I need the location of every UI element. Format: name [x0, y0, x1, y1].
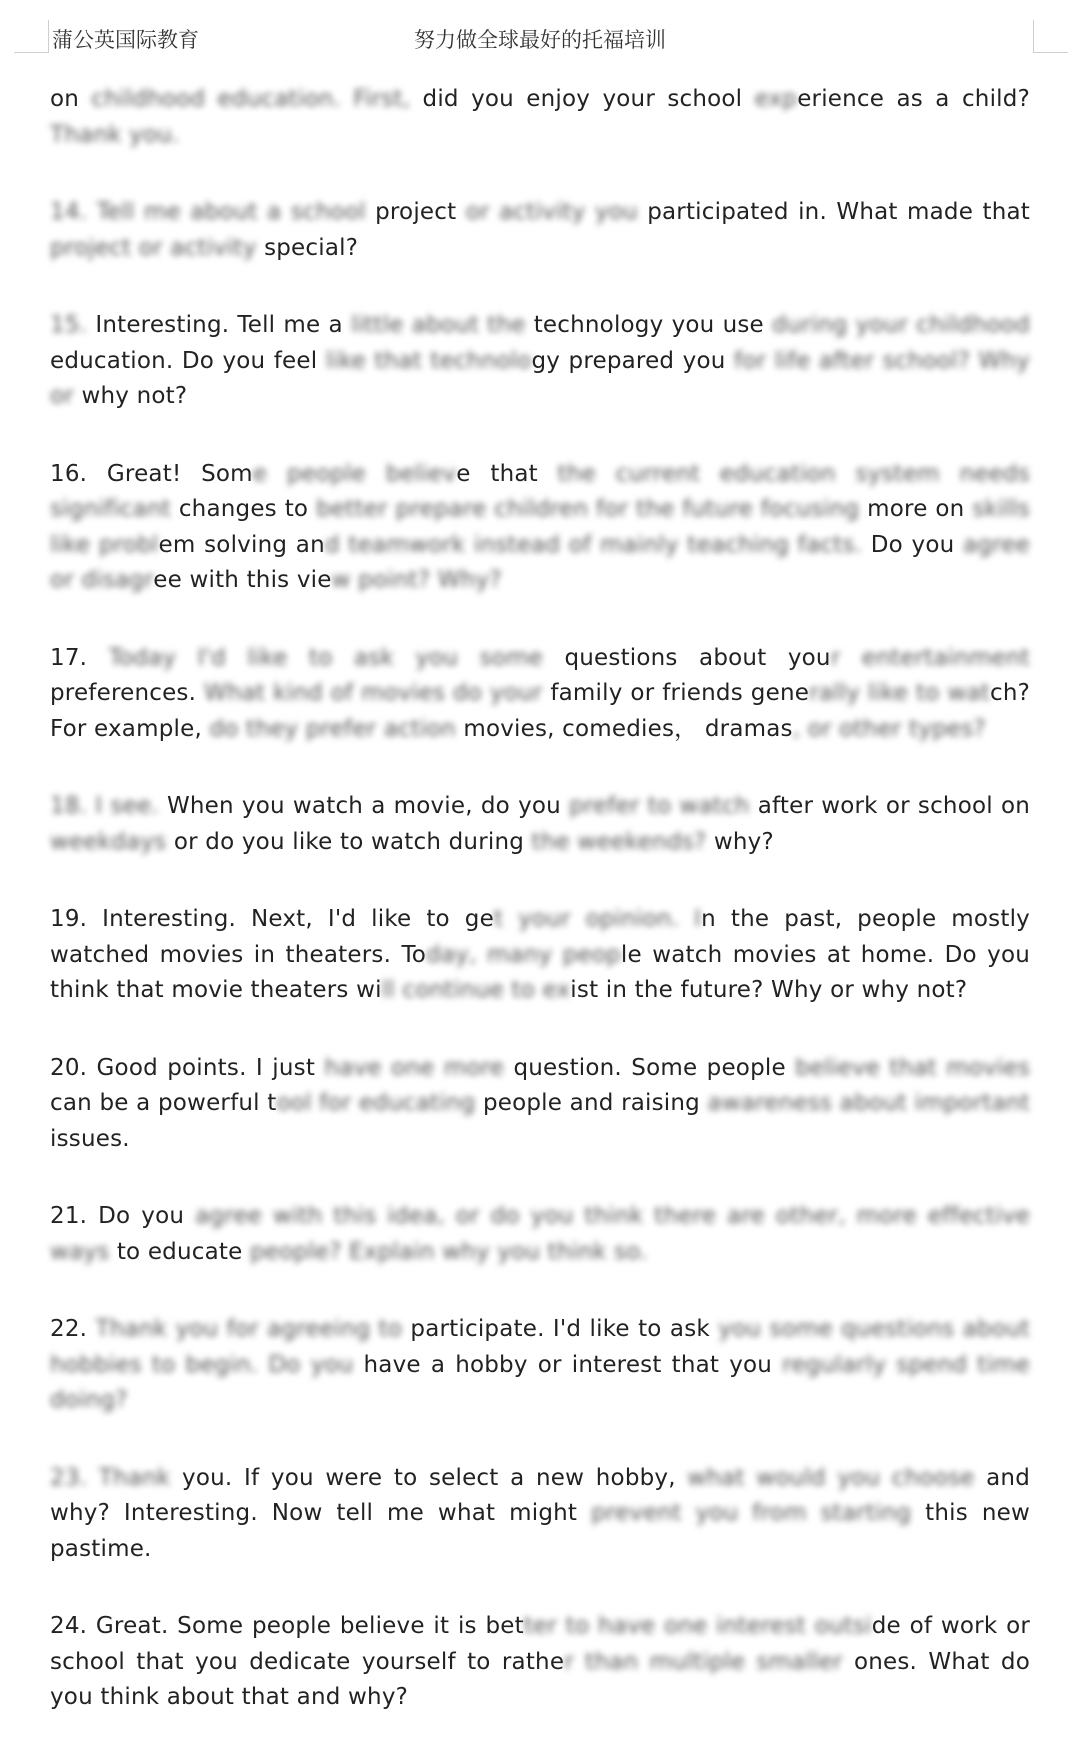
question-paragraph — [50, 82, 1030, 153]
text-segment: you. If you were to select a new hobby, — [182, 1464, 688, 1491]
text-segment: 16. Great! Som — [50, 460, 253, 487]
question-paragraph — [50, 1312, 1030, 1419]
text-segment: e that — [456, 460, 558, 487]
blurred-text: the current education system needs significant — [50, 460, 1030, 522]
blurred-text: Today I'd like to ask you some — [108, 644, 565, 671]
text-segment: preferences. — [50, 680, 205, 706]
text-segment: participate. I'd like to ask — [410, 1316, 719, 1342]
question-paragraph — [50, 308, 1030, 415]
blurred-text: do they prefer action — [209, 715, 464, 742]
text-segment: ones. What do you think about that and why? — [50, 1648, 1030, 1710]
question-paragraph — [50, 1051, 1030, 1158]
text-segment: education. Do you feel — [50, 347, 326, 374]
question-paragraph — [50, 789, 1030, 860]
blurred-text: ll continue to ex — [381, 977, 571, 1003]
text-segment: participated in. What made that — [647, 199, 1030, 225]
text-segment: When you watch a movie, do you — [166, 793, 570, 819]
text-segment: 24. Great. Some people believe it is bet — [50, 1613, 524, 1639]
text-segment: can be a powerful t — [50, 1090, 277, 1116]
blurred-text: , or other types? — [792, 715, 986, 742]
blurred-text: little about the — [350, 312, 534, 338]
text-segment: and why? Interesting. Now tell me what might — [50, 1464, 1030, 1526]
blurred-text: during your childhood — [772, 312, 1030, 338]
text-segment: after work or school on — [757, 793, 1031, 819]
text-segment: 19. Interesting. Next, I'd like to ge — [50, 906, 494, 932]
blurred-text: or activity you — [465, 199, 648, 225]
question-paragraph — [50, 457, 1030, 599]
text-segment: 21. Do you — [50, 1203, 196, 1229]
document-body — [50, 82, 1030, 1758]
text-segment: n the past, people mostly watched movies in theaters. To — [50, 906, 1030, 968]
text-segment: why? — [713, 828, 774, 855]
blurred-text: 15. — [50, 312, 96, 338]
header-brand: 蒲公英国际教育 — [52, 28, 199, 52]
text-segment: Do you — [870, 531, 964, 558]
text-segment: ist in the future? Why or why not? — [570, 977, 968, 1003]
blurred-text: regularly spend time doing? — [50, 1351, 1031, 1413]
text-segment: 22. — [50, 1316, 96, 1342]
blurred-text: childhood education. First, — [91, 86, 423, 112]
blurred-text: the weekends? — [531, 828, 714, 855]
blurred-text: you some questions about hobbies to begin. Do you — [50, 1316, 1030, 1378]
text-segment: changes to — [178, 496, 317, 522]
blurred-text: Thank you. — [50, 121, 180, 148]
text-segment: movies, comedies， dramas — [463, 715, 793, 742]
blurred-text: have one more — [324, 1054, 514, 1081]
text-segment: or do you like to watch during — [173, 828, 532, 855]
blurred-text: better prepare children for the future focusing — [316, 496, 868, 522]
text-segment: gy prepared you — [531, 347, 734, 374]
question-paragraph — [50, 195, 1030, 266]
blurred-text: awareness about important — [707, 1090, 1030, 1116]
text-segment: on — [50, 86, 92, 112]
blurred-text: skills like probl — [50, 496, 1030, 558]
blurred-text: What kind of movies do your — [204, 680, 551, 706]
text-segment: Interesting. Tell me a — [95, 312, 351, 338]
blurred-text: r than multiple smaller — [564, 1648, 854, 1675]
blurred-text: project or activity — [50, 234, 265, 261]
text-segment: people and raising — [482, 1090, 708, 1116]
blurred-text: for life after school? Why or — [50, 347, 1030, 409]
text-segment: special? — [264, 234, 359, 261]
text-segment: issues. — [50, 1125, 130, 1152]
blurred-text: prefer to watch — [569, 793, 758, 819]
blurred-text: Thank you for agreeing to — [95, 1316, 411, 1342]
text-segment: project — [375, 199, 466, 225]
text-segment: did you enjoy your school — [422, 86, 755, 112]
question-paragraph — [50, 641, 1030, 748]
blurred-text: agree with this idea, or do you think there are other, more effective ways — [50, 1203, 1030, 1265]
blurred-text: like that technolo — [325, 347, 532, 374]
blurred-text: 18. I see. — [50, 793, 167, 819]
blurred-text: day, many peop — [426, 941, 621, 968]
blurred-text: e people believ — [252, 460, 457, 487]
text-segment: 17. — [50, 644, 109, 671]
blurred-text: rally like to wat — [809, 680, 990, 706]
text-segment: questions about you — [564, 644, 831, 671]
text-segment: de of work or school that you dedicate yourself to rathe — [50, 1613, 1030, 1675]
question-paragraph — [50, 902, 1030, 1009]
question-paragraph — [50, 1609, 1030, 1716]
blurred-text: prevent you from starting — [591, 1500, 926, 1526]
text-segment: ee with this vie — [153, 567, 332, 593]
text-segment: have a hobby or interest that you — [363, 1351, 783, 1378]
text-segment: why not? — [81, 383, 188, 409]
text-segment: ch? For example, — [50, 680, 1030, 742]
crop-mark-right — [1033, 20, 1068, 53]
blurred-text: people? Explain why you think so. — [249, 1238, 648, 1265]
blurred-text: t your opinion. I — [493, 906, 702, 932]
question-paragraph — [50, 1199, 1030, 1270]
text-segment: family or friends gene — [550, 680, 810, 706]
blurred-text: exp — [754, 86, 798, 112]
blurred-text: w point? Why? — [331, 567, 502, 593]
text-segment: question. Some people — [513, 1054, 796, 1081]
text-segment: em solving an — [158, 531, 325, 558]
blurred-text: agree or disagr — [50, 531, 1030, 593]
text-segment: le watch movies at home. Do you think that movie theaters wi — [50, 941, 1030, 1003]
blurred-text: d teamwork instead of mainly teaching facts. — [324, 531, 871, 558]
blurred-text: r entertainment — [830, 644, 1030, 671]
blurred-text: 23. Thank — [50, 1464, 183, 1491]
text-segment: erience as a child? — [797, 86, 1030, 112]
blurred-text: ter to have one interest outsi — [523, 1613, 872, 1639]
text-segment: 20. Good points. I just — [50, 1054, 325, 1081]
header-slogan: 努力做全球最好的托福培训 — [414, 28, 666, 52]
blurred-text: believe that movies — [795, 1054, 1031, 1081]
text-segment: more on — [867, 496, 973, 522]
page-header — [0, 0, 1080, 60]
question-paragraph — [50, 1461, 1030, 1568]
blurred-text: weekdays — [50, 828, 174, 855]
blurred-text: 14. Tell me about a school — [50, 199, 376, 225]
text-segment: to educate — [116, 1238, 250, 1265]
text-segment: technology you use — [533, 312, 773, 338]
blurred-text: ool for educating — [276, 1090, 483, 1116]
blurred-text: what would you choose — [687, 1464, 987, 1491]
text-segment: this new pastime. — [50, 1500, 1030, 1562]
